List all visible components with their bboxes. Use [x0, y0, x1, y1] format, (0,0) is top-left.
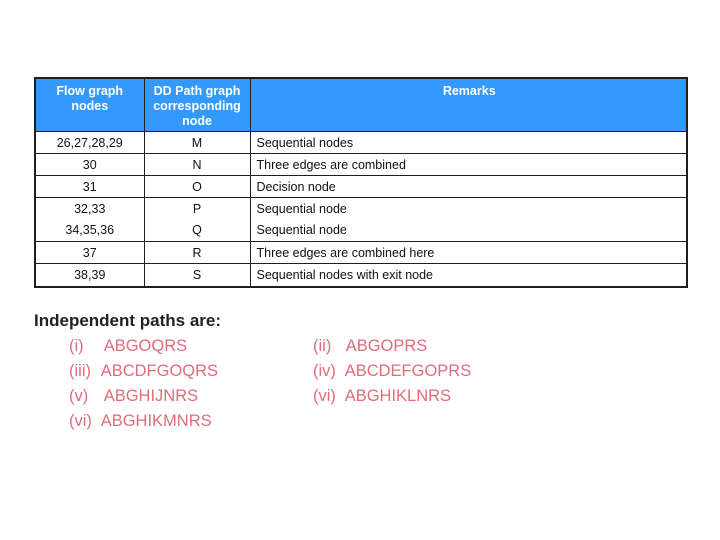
cell-dd-node: O — [144, 176, 250, 198]
path-item — [69, 362, 218, 381]
cell-dd-node: R — [144, 242, 250, 264]
cell-dd-node: M — [144, 132, 250, 154]
header-line: node — [182, 114, 212, 128]
path-label: (iii) — [69, 362, 91, 380]
header-remarks — [250, 79, 686, 132]
cell-dd-node: S — [144, 264, 250, 286]
path-label: (vi) — [313, 387, 336, 405]
dd-path-table — [34, 77, 688, 288]
cell-flow-nodes: 26,27,28,29 — [36, 132, 144, 154]
cell-remark: Sequential nodes — [250, 132, 686, 154]
path-value: ABGHIJNRS — [103, 387, 199, 405]
header-line: DD Path graph — [153, 84, 241, 98]
path-label: (vi) — [69, 412, 92, 430]
path-item — [69, 412, 212, 431]
cell-flow-nodes: 34,35,36 — [36, 220, 144, 242]
header-line: Flow graph — [56, 84, 124, 98]
independent-paths-heading: Independent paths are: — [34, 311, 222, 330]
cell-flow-nodes: 31 — [36, 176, 144, 198]
header-dd-path-node — [144, 79, 250, 132]
header-line: corresponding — [153, 99, 241, 113]
path-value: ABGHIKMNRS — [100, 412, 212, 430]
cell-flow-nodes: 38,39 — [36, 264, 144, 286]
table-row — [36, 198, 686, 220]
header-flow-graph-nodes — [36, 79, 144, 132]
table-row — [36, 264, 686, 286]
table-row — [36, 242, 686, 264]
path-item — [69, 337, 187, 356]
cell-flow-nodes: 37 — [36, 242, 144, 264]
mapping-table — [36, 79, 686, 286]
path-label: (i) — [69, 337, 84, 355]
path-value: ABGHIKLNRS — [344, 387, 452, 405]
table-row — [36, 132, 686, 154]
cell-remark: Sequential node — [250, 198, 686, 220]
table-row — [36, 154, 686, 176]
header-line: nodes — [71, 99, 109, 113]
cell-remark: Sequential nodes with exit node — [250, 264, 686, 286]
cell-flow-nodes: 30 — [36, 154, 144, 176]
path-item — [313, 362, 471, 381]
cell-remark: Decision node — [250, 176, 686, 198]
cell-dd-node: P — [144, 198, 250, 220]
cell-remark: Sequential node — [256, 223, 347, 238]
table-header-row — [36, 79, 686, 132]
table-row — [36, 176, 686, 198]
path-item — [313, 337, 427, 356]
path-label: (ii) — [313, 337, 332, 355]
header-line: Remarks — [442, 84, 496, 98]
path-label: (v) — [69, 387, 89, 405]
path-value: ABGOPRS — [345, 337, 428, 355]
cell-remark: Three edges are combined here — [250, 242, 686, 264]
cell-flow-nodes: 32,33 — [36, 198, 144, 220]
table-row — [36, 220, 686, 242]
path-value: ABCDFGOQRS — [100, 362, 219, 380]
cell-dd-node: Q — [144, 220, 250, 242]
path-item — [69, 387, 198, 406]
path-value: ABGOQRS — [103, 337, 188, 355]
cell-remark: Three edges are combined — [250, 154, 686, 176]
path-item — [313, 387, 451, 406]
path-value: ABCDEFGOPRS — [344, 362, 472, 380]
cell-dd-node: N — [144, 154, 250, 176]
path-label: (iv) — [313, 362, 336, 380]
